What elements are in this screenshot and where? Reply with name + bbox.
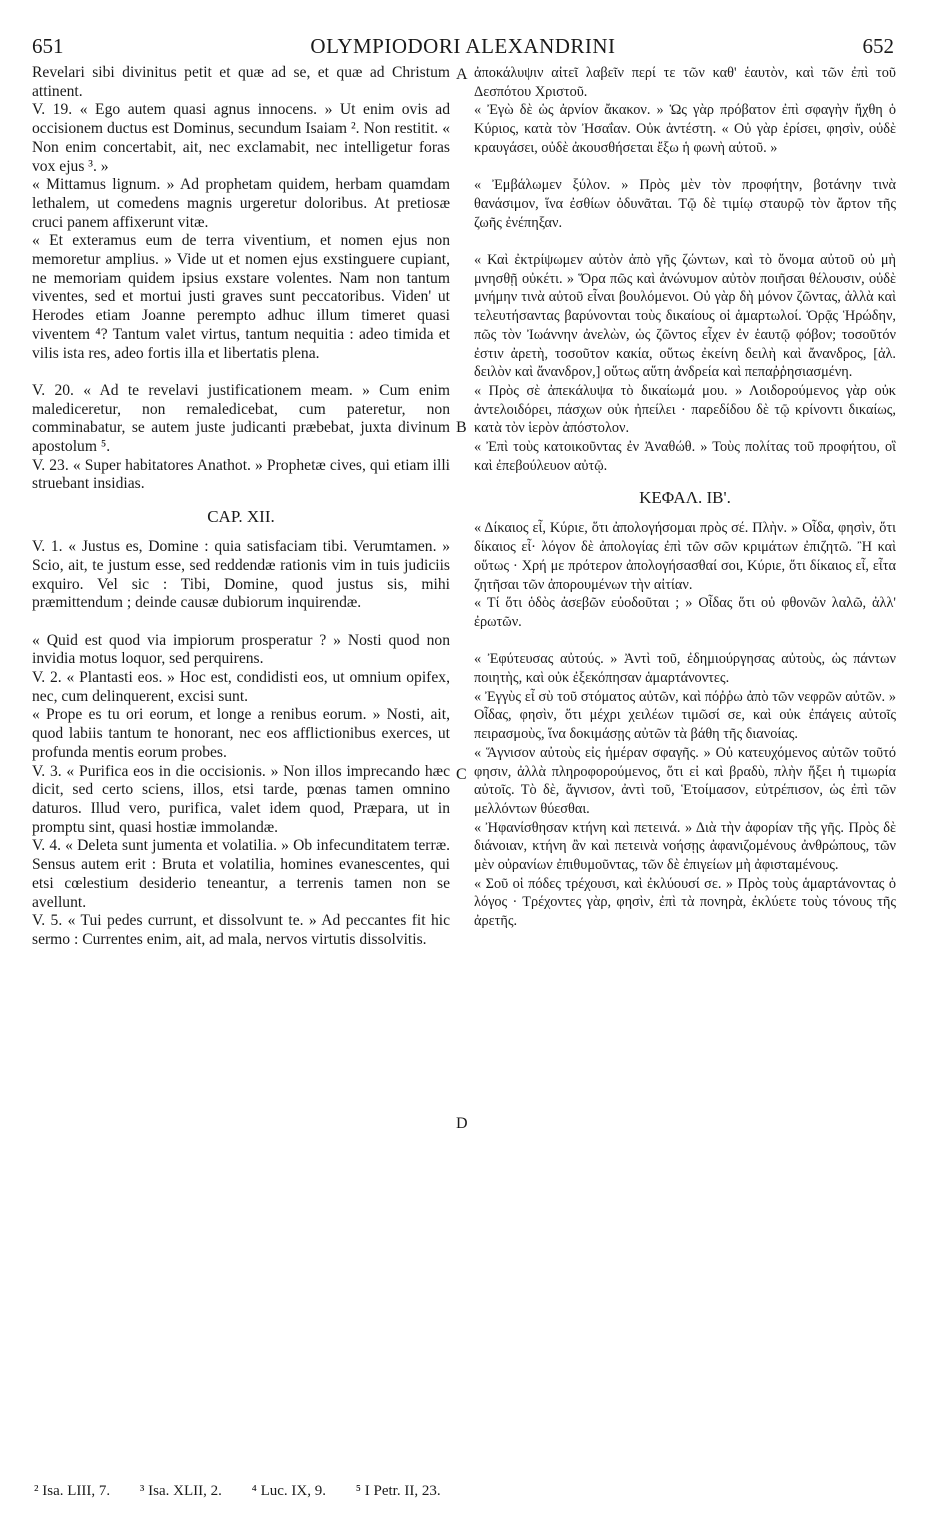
greek-paragraph: « Ἐγγὺς εἶ σὺ τοῦ στόματος αὐτῶν, καὶ πόῤῥω ἀπὸ τῶν νεφρῶν αὐτῶν. » Οἶδας, φησὶν, ὅτι μέχρι χειλέων τιμῶσί σε, καὶ οὐκ ἐπάγεις αὐτοῖς πειρασμοὺς, ἵνα δοκιμάσῃς αὐτῶν τὰ βάθη τῆς διανοίας.	[474, 688, 896, 743]
column-marker-c: C	[456, 766, 467, 783]
footnote: ³ Isa. XLII, 2.	[139, 1483, 222, 1499]
footnote: ⁴ Luc. IX, 9.	[251, 1483, 327, 1499]
latin-column	[32, 64, 450, 950]
greek-paragraph: « Ἠφανίσθησαν κτήνη καὶ πετεινά. » Διὰ τὴν ἀφορίαν τῆς γῆς. Πρὸς δὲ διάνοιαν, κτήνη ἂν καὶ πετεινὰ νοήσῃς ἀφανιζομένους ἀνθρώπους, τῶν μὲν οὐρανίων ἐπιθυμοῦντας, τῶν δὲ ἐπιγείων μὴ ἀφισταμένους.	[474, 819, 896, 874]
latin-paragraph: V. 19. « Ego autem quasi agnus innocens. » Ut enim ovis ad occisionem ductus est Dominus, secundum Isaiam ². Non restitit. « Non enim concertabit, ait, nec exclamabit, nec intelligetur foras vox ejus ³. »	[32, 101, 450, 175]
latin-paragraph: V. 3. « Purifica eos in die occisionis. » Non illos imprecando hæc dicit, sed certo sciens, illos, etsi tarde, pœnas tamen omnino daturos. Illud vero, purifica, valet idem quod, Præpara, ut in promptu sint, quasi hostiæ immolandæ.	[32, 762, 450, 836]
chapter-heading-latin: CAP. XII.	[207, 507, 275, 527]
footnotes	[34, 1483, 894, 1500]
greek-paragraph: « Ἐγὼ δὲ ὡς ἀρνίον ἄκακον. » Ὡς γὰρ πρόβατον ἐπὶ σφαγὴν ἤχθη ὁ Κύριος, κατὰ τὸν Ἠσαΐαν. Οὐκ ἀντέστη. « Οὐ γὰρ ἐρίσει, φησὶν, οὐδὲ κραυγάσει, οὐδὲ ἀκουσθήσεται ἔξω ἡ φωνὴ αὐτοῦ. »	[474, 102, 896, 156]
greek-paragraph: « Σοῦ οἱ πόδες τρέχουσι, καὶ ἐκλύουσί σε. » Πρὸς τοὺς ἁμαρτάνοντας ὁ λόγος · Τρέχοντες γὰρ, φησὶν, ἐπὶ τὰ πονηρὰ, ἐκλύετε τοὺς τόνους τῆς ἀρετῆς.	[474, 875, 896, 930]
greek-paragraph: « Καὶ ἐκτρίψωμεν αὐτὸν ἀπὸ γῆς ζώντων, καὶ τὸ ὄνομα αὐτοῦ οὐ μὴ μνησθῇ οὐκέτι. » Ὅρα πῶς καὶ ἀνώνυμον αὐτὸν ποιῆσαι θέλουσιν, οὐδὲ μνήμην τινὰ αὐτοῦ εἶναι βουλόμενοι. Οὐ γὰρ δὴ μόνον ζῶντας, ἀλλὰ καὶ τελευτήσαντας βαρύνονται τοὺς δικαίους οἱ ἁμαρτωλοί. Ὁρᾷς Ἡρώδην, πῶς τὸν Ἰωάννην ἀνελὼν, ὡς ζῶντος εἶχεν ἐν ἑαυτῷ φόβον; τοσοῦτόν ἐστιν ἀρετὴ, τοσοῦτον κακία, οὕτως ἐκείνη δειλὴ καὶ ἄνανδρος, [ἀλ. δειλὸν καὶ ἄνανδρον,] οὕτως αὕτη ἀνδρεία καὶ πεπαῤῥησιασμένη.	[474, 252, 896, 381]
greek-paragraph: « Πρὸς σὲ ἀπεκάλυψα τὸ δικαίωμά μου. » Λοιδορούμενος γὰρ οὐκ ἀντελοιδόρει, πάσχων οὐκ ἠπείλει · παρεδίδου δὲ τῷ κρίνοντι δικαίως, κατὰ τὸν ἱερὸν ἀπόστολον.	[474, 382, 896, 437]
latin-paragraph: « Et exteramus eum de terra viventium, et nomen ejus non memoretur amplius. » Vide ut et nomen ejus exstinguere cupiant, ne memoriam quidem ipsius exstare volentes. Nam non tantum viventes, sed et mortui justi graves sunt peccatoribus. Viden' ut Herodes etiam Joanne perempto adhuc illum timeret quasi viventem ⁴? Tantum valet virtus, tantum nequitia : adeo timida et vilis ista res, adeo fortis illa et libertatis plena.	[32, 232, 450, 362]
chapter-heading-greek: ΚΕΦΑΛ. ΙΒ'.	[639, 488, 731, 508]
latin-paragraph: V. 20. « Ad te revelavi justificationem meam. » Cum enim malediceretur, non remaledicebat, cum pateretur, non comminabatur, se autem juste judicanti præbebat, juxta divinum apostolum ⁵.	[32, 381, 450, 456]
latin-paragraph: Revelari sibi divinitus petit et quæ ad se, et quæ ad Christum attinent.	[32, 64, 450, 100]
latin-paragraph: V. 1. « Justus es, Domine : quia satisfaciam tibi. Verumtamen. » Scio, ait, te justum esse, sed reddendæ rationis vim in tuis judiciis exquiro. Vel sic : Tibi, Domine, quod justus sis, mihi præmittendum ; deinde causæ dubiorum inquirendæ.	[32, 538, 450, 612]
greek-paragraph: « Ἐφύτευσας αὐτούς. » Ἀντὶ τοῦ, ἐδημιούργησας αὐτοὺς, ὡς πάντων ποιητὴς, καὶ οὐκ ἐξεκόπησαν ἁμαρτάνοντες.	[474, 651, 896, 687]
page-number-left: 651	[32, 34, 64, 58]
column-marker-d: D	[456, 1115, 468, 1132]
footnote: ⁵ I Petr. II, 23.	[355, 1483, 441, 1499]
footnote: ² Isa. LIII, 7.	[34, 1483, 111, 1499]
latin-paragraph: V. 23. « Super habitatores Anathot. » Prophetæ cives, qui etiam illi struebant insidias.	[32, 456, 450, 493]
greek-paragraph: « Τί ὅτι ὁδὸς ἀσεβῶν εὐοδοῦται ; » Οἶδας ὅτι οὐ φθονῶν λαλῶ, ἀλλ' ἐρωτῶν.	[474, 595, 896, 630]
latin-paragraph: V. 5. « Tui pedes currunt, et dissolvunt te. » Ad peccantes fit hic sermo : Currentes enim, ait, ad mala, nervos virtutis dissolvitis.	[32, 912, 450, 948]
greek-column	[474, 64, 896, 931]
latin-paragraph: V. 4. « Deleta sunt jumenta et volatilia. » Ob infecunditatem terræ. Sensus autem erit : Bruta et volatilia, homines evanescentes, qui etsi cœlestium desiderio teneantur, a terrenis tamen non se avellunt.	[32, 837, 450, 911]
latin-paragraph: « Quid est quod via impiorum prosperatur ? » Nosti quod non invidia motus loquor, sed perquirens.	[32, 631, 450, 668]
latin-paragraph: « Mittamus lignum. » Ad prophetam quidem, herbam quamdam lethalem, ut comedens magnis urgeretur doloribus. At pretiosæ cruci panem affixerunt vitæ.	[32, 176, 450, 231]
latin-paragraph: « Prope es tu ori eorum, et longe a renibus eorum. » Nosti, ait, quod labiis tantum te honorant, nec eos afflictionibus exerces, ut profunda mentis eorum probes.	[32, 706, 450, 761]
page-number-right: 652	[862, 34, 894, 58]
greek-paragraph: « Ἅγνισον αὐτοὺς εἰς ἡμέραν σφαγῆς. » Οὐ κατευχόμενος αὐτῶν τοῦτό φησιν, ἀλλὰ πληροφορούμενος, ὅτι εἰ καὶ βραδὺ, πλὴν ἥξει ἡ τιμωρία αὐτοῖς. Τὸ δὲ, ἅγνισον, ἀντὶ τοῦ, Ἑτοίμασον, εὐτρέπισον, ὡς ἐπὶ τῶν μελλόντων θύεσθαι.	[474, 744, 896, 817]
greek-paragraph: « Δίκαιος εἶ, Κύριε, ὅτι ἀπολογήσομαι πρὸς σέ. Πλὴν. » Οἶδα, φησὶν, ὅτι δίκαιος εἶ· λόγον δὲ ἀπολογίας ἐπὶ τῶν σῶν κριμάτων ἐπιζητῶ. Ἢ καὶ οὕτως · Χρή με πρότερον ἀπολογήσασθαί σοι, Κύριε, ὅτι δίκαιος εἶ, εἶτα ζητῆσαι τῶν ἀπορουμένων τὴν αἰτίαν.	[474, 520, 896, 593]
latin-paragraph: V. 2. « Plantasti eos. » Hoc est, condidisti eos, ut omnium opifex, nec, cum delinquerent, excisi sunt.	[32, 669, 450, 705]
greek-paragraph: « Ἐπὶ τοὺς κατοικοῦντας ἐν Ἀναθώθ. » Τοὺς πολίτας τοῦ προφήτου, οἳ καὶ ἐπεβούλευον αὐτῷ.	[474, 439, 896, 474]
greek-paragraph: ἀποκάλυψιν αἰτεῖ λαβεῖν περί τε τῶν καθ' ἑαυτὸν, καὶ τῶν ἐπὶ τοῦ Δεσπότου Χριστοῦ.	[474, 65, 896, 100]
page-header	[32, 34, 894, 62]
column-marker-a: A	[456, 66, 468, 83]
running-title: OLYMPIODORI ALEXANDRINI	[310, 34, 616, 58]
column-marker-b: B	[456, 419, 467, 436]
greek-paragraph: « Ἐμβάλωμεν ξύλον. » Πρὸς μὲν τὸν προφήτην, βοτάνην τινὰ θανάσιμον, ἵνα ἐσθίων ὀδυνᾶται. Τῷ δὲ τιμίῳ σταυρῷ τὸν ἄρτον τῆς ζωῆς ἐνέπηξαν.	[474, 177, 896, 231]
